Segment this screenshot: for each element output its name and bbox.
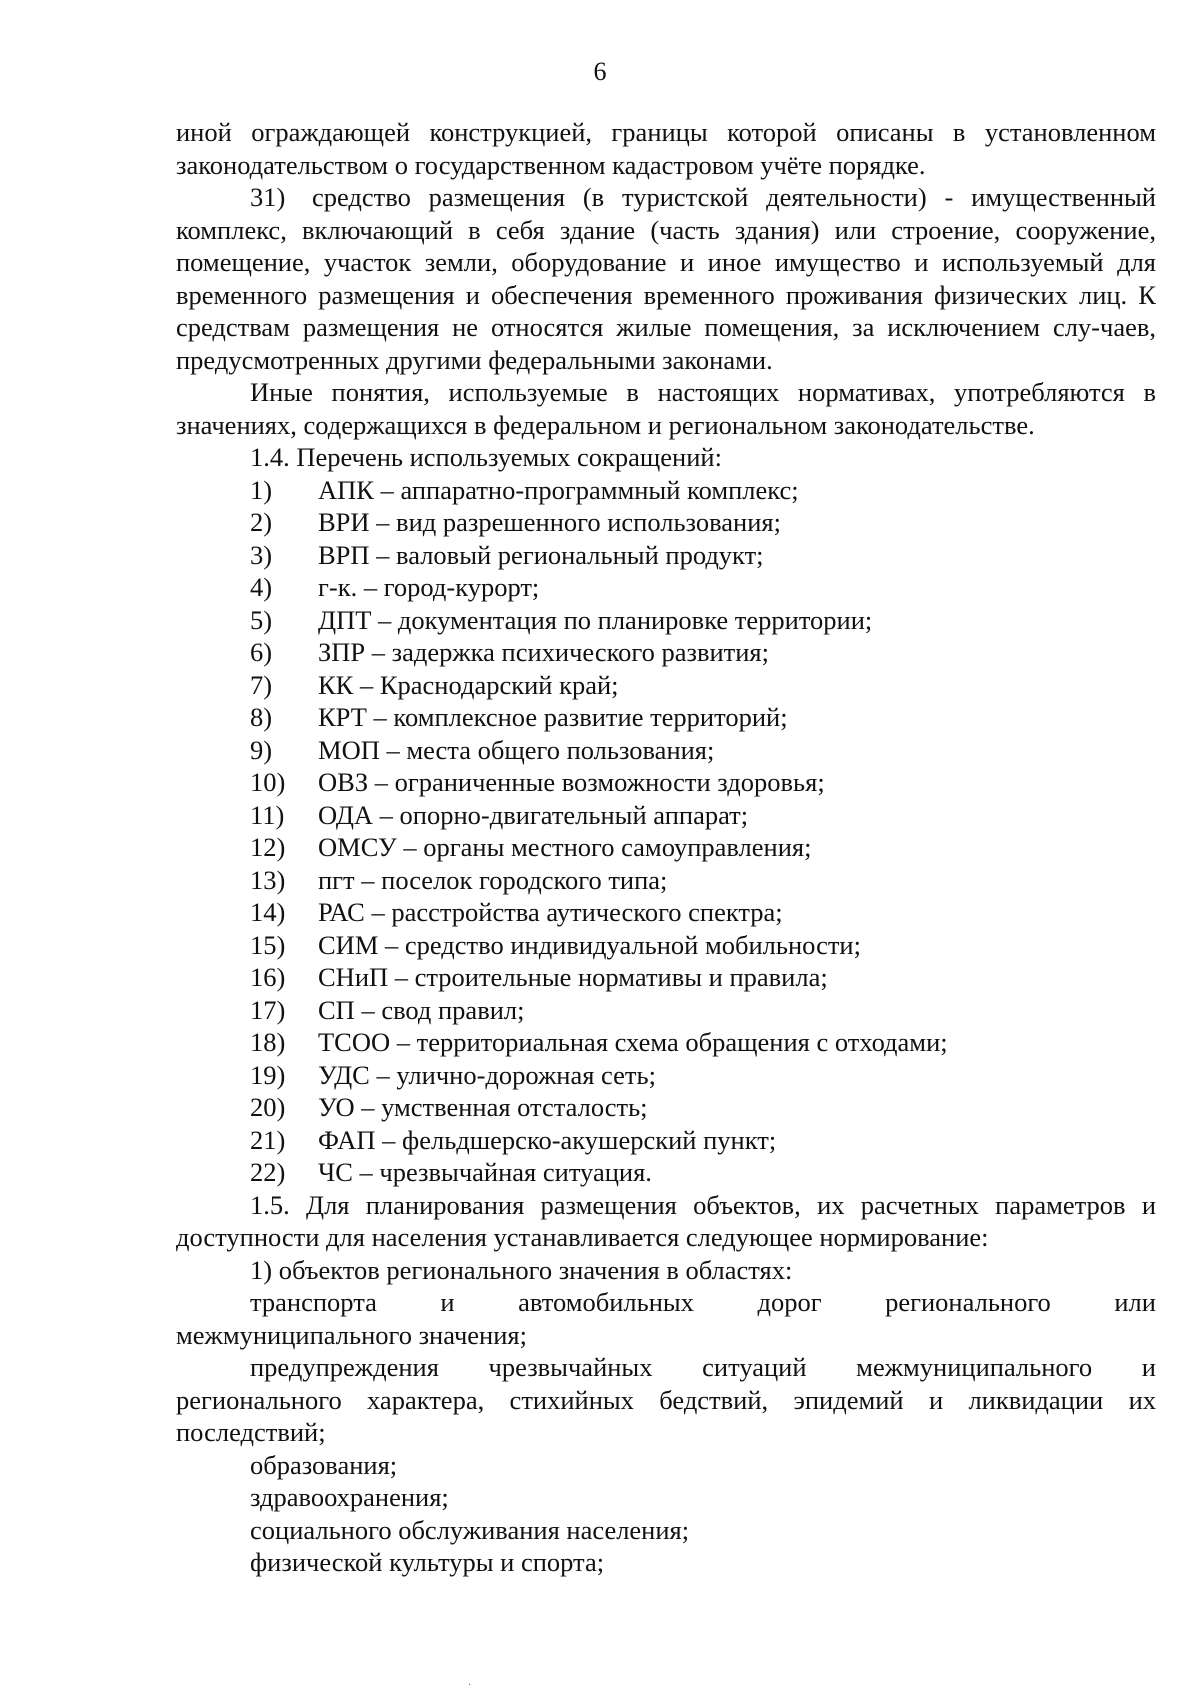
definition-number: 31) [250,182,286,212]
emergency-line [176,1351,1156,1384]
subitem-regional-objects: 1) объектов регионального значения в областях: [250,1254,793,1285]
list-item [176,506,1156,539]
word: чрезвычайных [488,1352,653,1382]
area-item: образования; [250,1449,398,1480]
list-text: СП – свод правил; [318,994,525,1025]
list-text: г-к. – город-курорт; [318,572,540,602]
word: межмуниципального [856,1352,1093,1382]
list-number: 13) [250,864,286,895]
word: транспорта [250,1287,377,1317]
definition-item-31 [176,181,1156,376]
list-number: 22) [250,1157,286,1187]
definition-text: средство размещения (в туристской деятельности) - имущественный комплекс, включающий в себя здание (часть здания) или строение, сооружение, помещение, участок земли, оборудование и иное имущество и используемый для временного размещения и обеспечения временного проживания физических лиц. К средствам размещения не относятся жилые помещения, за исключением слу-чаев, предусмотренных другими федеральными законами. [176,182,1156,375]
emergency-continuation: регионального характера, стихийных бедствий, эпидемий и ликвидации их последствий; [176,1384,1156,1447]
list-item [176,864,1156,897]
list-number: 20) [250,1092,286,1122]
list-text: ВРИ – вид разрешенного использования; [318,507,781,537]
list-number: 18) [250,1027,286,1057]
list-text: ВРП – валовый региональный продукт; [318,539,764,570]
list-text: пгт – поселок городского типа; [318,864,668,895]
list-number: 9) [250,734,273,765]
section-1-4-title: 1.4. Перечень используемых сокращений: [250,442,722,472]
list-item [176,701,1156,734]
abbreviation-list [176,474,1156,1189]
word: и [440,1287,455,1317]
list-number: 12) [250,832,286,862]
list-number: 16) [250,962,286,992]
list-text: КК – Краснодарский край; [318,669,619,700]
list-item [176,539,1156,572]
list-item [176,799,1156,832]
list-number: 17) [250,994,286,1025]
list-text: МОП – места общего пользования; [318,734,715,765]
list-number: 5) [250,604,273,635]
list-text: ОВЗ – ограниченные возможности здоровья; [318,767,825,797]
list-number: 7) [250,669,273,700]
list-number: 6) [250,637,273,667]
list-item [176,1091,1156,1124]
list-number: 19) [250,1059,286,1090]
list-text: РАС – расстройства аутического спектра; [318,897,783,927]
list-text: КРТ – комплексное развитие территорий; [318,702,788,732]
list-item [176,831,1156,864]
word: предупреждения [250,1352,439,1382]
list-item [176,734,1156,767]
paragraph-other-concepts: Иные понятия, используемые в настоящих нормативах, употребляются в значениях, содержащихся в федеральном и региональном законодательстве. [176,377,1156,440]
list-number: 21) [250,1124,286,1155]
list-item [176,474,1156,507]
document-body [176,116,1156,1579]
list-item [176,669,1156,702]
list-item [176,1124,1156,1157]
list-number: 15) [250,929,286,960]
list-item [176,604,1156,637]
scan-speck: · [468,1680,472,1691]
list-number: 4) [250,572,273,602]
list-number: 8) [250,702,273,732]
word: автомобильных [518,1287,694,1317]
page-number: 6 [593,57,607,86]
list-text: СИМ – средство индивидуальной мобильности; [318,929,861,960]
area-item: социального обслуживания населения; [250,1514,690,1545]
list-number: 14) [250,897,286,927]
list-text: АПК – аппаратно-программный комплекс; [318,474,799,505]
list-text: ЗПР – задержка психического развития; [318,637,769,667]
transport-continuation: межмуниципального значения; [176,1319,527,1350]
transport-line [176,1286,1156,1319]
list-item [176,896,1156,929]
area-item: физической культуры и спорта; [250,1547,605,1577]
list-text: ОДА – опорно-двигательный аппарат; [318,799,749,830]
word: регионального [885,1287,1051,1317]
list-number: 1) [250,474,273,505]
list-text: УО – умственная отсталость; [318,1092,648,1122]
area-item: здравоохранения; [250,1482,449,1512]
word: или [1114,1287,1156,1317]
section-1-5-text: 1.5. Для планирования размещения объектов, их расчетных параметров и доступности для населения устанавливается следующее нормирование: [176,1189,1156,1252]
list-number: 3) [250,539,273,570]
word: ситуаций [702,1352,807,1382]
list-text: ДПТ – документация по планировке территории; [318,604,873,635]
list-number: 10) [250,767,286,797]
list-item [176,571,1156,604]
list-item [176,1059,1156,1092]
list-item [176,994,1156,1027]
list-text: ФАП – фельдшерско-акушерский пункт; [318,1124,777,1155]
list-item [176,961,1156,994]
list-number: 2) [250,507,273,537]
list-item [176,636,1156,669]
paragraph-intro: иной ограждающей конструкцией, границы которой описаны в установленном законодательством о государственном кадастровом учёте порядке. [176,117,1156,180]
list-item [176,766,1156,799]
list-text: ЧС – чрезвычайная ситуация. [318,1157,652,1187]
list-item [176,1156,1156,1189]
word: дорог [757,1287,822,1317]
list-text: ТСОО – территориальная схема обращения с отходами; [318,1027,948,1057]
list-text: ОМСУ – органы местного самоуправления; [318,832,812,862]
list-text: УДС – улично-дорожная сеть; [318,1059,656,1090]
list-item [176,1026,1156,1059]
list-number: 11) [250,799,285,830]
list-item [176,929,1156,962]
word: и [1141,1352,1156,1382]
list-text: СНиП – строительные нормативы и правила; [318,962,828,992]
